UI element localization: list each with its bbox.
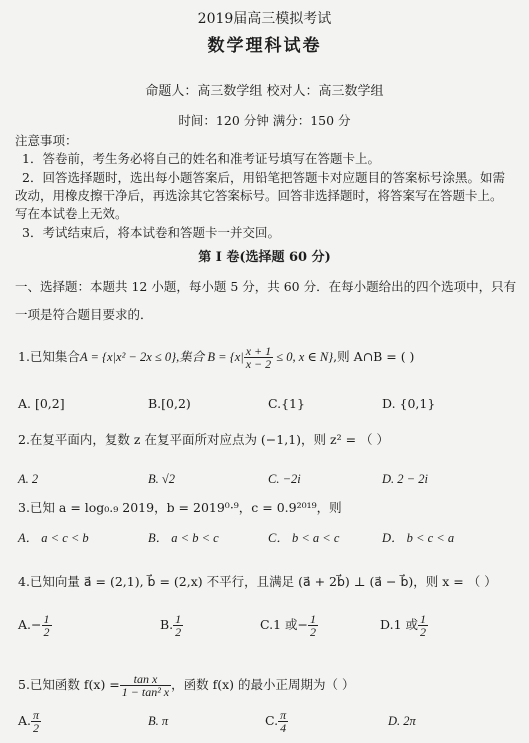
note-item: 2．回答选择题时，选出每小题答案后，用铅笔把答题卡对应题目的答案标号涂黑。如需 (22, 170, 505, 185)
question-1-numerator: x + 1 (245, 344, 272, 358)
question-5-option-c (265, 708, 288, 734)
question-1-option-d: D. {0,1} (382, 396, 436, 411)
question-1-set-b-tail: ≤ 0, x ∈ N} (273, 350, 334, 364)
option-numerator: π (280, 708, 287, 722)
note-item: 1．答卷前，考生务必将自己的姓名和准考证号填写在答题卡上。 (22, 151, 380, 166)
option-numerator: π (33, 708, 40, 722)
question-5-denominator: 1 − tan² x (121, 685, 170, 699)
option-numerator: 1 (43, 612, 50, 626)
question-3-stem: 3.已知 a = log₀.₉ 2019，b = 2019⁰·⁹，c = 0.9²⁰¹⁹，则 (18, 500, 342, 515)
option-sign: − (31, 617, 42, 632)
option-label: D. (380, 617, 394, 632)
option-denominator: 2 (43, 625, 50, 639)
question-1-set-b-lead: ,集合 B = {x| (176, 350, 244, 364)
question-5-fraction (120, 673, 171, 698)
option-prefix: 1 或 (393, 617, 418, 632)
option-fraction (278, 709, 288, 734)
option-denominator: 2 (33, 721, 40, 735)
time-score-line: 时间：120 分钟 满分：150 分 (178, 113, 351, 128)
question-2-option-c: C. −2i (268, 472, 301, 486)
option-denominator: 4 (280, 721, 287, 735)
section-title: 第 I 卷(选择题 60 分) (198, 250, 331, 265)
option-fraction (42, 613, 52, 638)
question-5-option-a (18, 708, 41, 734)
exam-title: 2019届高三模拟考试 (197, 11, 332, 27)
question-1-stem (18, 344, 414, 370)
question-1-denominator: x − 2 (245, 357, 272, 371)
option-fraction (308, 613, 318, 638)
note-item: 3．考试结束后，将本试卷和答题卡一并交回。 (22, 225, 280, 240)
authors-line: 命题人：高三数学组 校对人：高三数学组 (145, 84, 384, 99)
question-3-option-a: A． a < c < b (18, 531, 89, 545)
question-1-prefix: 1.已知集合 (18, 349, 80, 364)
question-5-option-d: D. 2π (388, 714, 416, 728)
question-4-option-a (18, 612, 52, 638)
question-4-option-b (160, 612, 183, 638)
question-5-prefix: 5.已知函数 f(x) = (18, 677, 120, 692)
option-denominator: 2 (175, 625, 182, 639)
question-1-option-b: B.[0,2) (148, 396, 191, 411)
question-1-option-a: A. [0,2] (18, 396, 65, 411)
option-numerator: 1 (420, 612, 426, 626)
option-fraction (173, 613, 183, 638)
question-1-suffix: ,则 A∩B = ( ) (333, 349, 415, 364)
note-item: 改动，用橡皮擦干净后，再选涂其它答案标号。回答非选择题时，将答案写在答题卡上。 (15, 188, 503, 203)
question-4-stem: 4.已知向量 a⃗ = (2,1), b⃗ = (2,x) 不平行，且满足 (a⃗ + 2b⃗) ⊥ (a⃗ − b⃗)，则 x = （ ） (18, 574, 497, 589)
paper-title: 数学理科试卷 (207, 36, 322, 56)
option-sign: − (297, 617, 309, 632)
option-prefix: 1 或 (273, 617, 298, 632)
question-2-option-b: B. √2 (148, 472, 175, 486)
question-5-option-b: B. π (148, 714, 169, 728)
question-2-option-a: A. 2 (18, 472, 39, 486)
question-4-option-d (380, 612, 428, 638)
note-item: 写在本试卷上无效。 (15, 206, 128, 221)
question-3-option-c: C． b < a < c (268, 531, 340, 545)
option-denominator: 2 (310, 625, 317, 639)
question-1-fraction (244, 345, 273, 370)
option-label: C. (260, 617, 274, 632)
section-instructions: 一、选择题：本题共 12 小题，每小题 5 分，共 60 分．在每小题给出的四个选项中，只有 (15, 279, 517, 294)
question-1-set-a: A = {x|x² − 2x ≤ 0} (79, 350, 177, 364)
option-label: B. (160, 617, 174, 632)
question-3-option-b: B． a < b < c (148, 531, 219, 545)
notes-heading: 注意事项： (15, 133, 78, 148)
question-5-suffix: ，函数 f(x) 的最小正周期为（ ） (171, 677, 355, 692)
question-5-numerator: tan x (120, 673, 171, 686)
option-numerator: 1 (175, 612, 182, 626)
option-denominator: 2 (420, 625, 426, 639)
section-instructions-cont: 一项是符合题目要求的． (15, 307, 153, 322)
question-2-stem: 2.在复平面内，复数 z 在复平面所对应点为 (−1,1)，则 z² = （ ） (18, 432, 390, 447)
option-label: C. (265, 713, 279, 728)
option-fraction (418, 613, 428, 638)
question-4-option-c (260, 612, 318, 638)
question-1-option-c: C.{1} (268, 396, 305, 411)
option-fraction (31, 709, 41, 734)
option-label: A. (18, 617, 32, 632)
question-5-stem (18, 672, 355, 698)
question-2-option-d: D. 2 − 2i (382, 472, 428, 486)
question-3-option-d: D． b < c < a (382, 531, 455, 545)
option-label: A. (18, 713, 32, 728)
option-numerator: 1 (310, 612, 317, 626)
